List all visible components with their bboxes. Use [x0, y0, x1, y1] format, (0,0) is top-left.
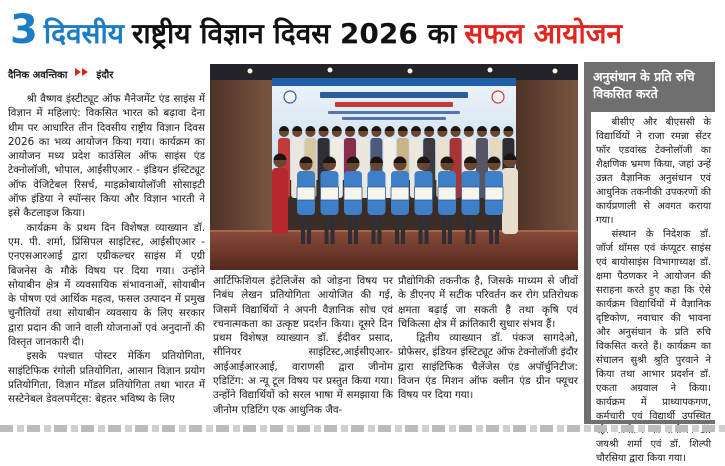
sidebar-box — [584, 62, 715, 464]
banner-logo — [284, 91, 296, 103]
group-photo — [210, 64, 578, 270]
student-leg — [395, 212, 399, 244]
headline — [10, 4, 710, 56]
student-leg — [378, 212, 382, 244]
certificate — [297, 187, 315, 200]
article-column-middle-left — [213, 274, 393, 424]
certificate — [321, 187, 339, 200]
group-photo-canvas — [210, 64, 578, 270]
certificate — [368, 187, 386, 200]
sidebar-body — [591, 112, 715, 464]
article-paragraph: इसके पश्चात पोस्टर मेकिंग प्रतियोगिता, साइंटिफिक रंगोली प्रतियोगिता, आसान विज्ञान प्रयोग प्रतियोगिता, विज्ञान मॉडल प्रतियोगिता तथा भारत में सस्टेनेबल डेवलपमेंट्स: बेहतर भविष्य के लिए — [8, 350, 205, 406]
article-column-left — [8, 92, 205, 424]
certificate — [462, 187, 480, 200]
student-leg — [331, 212, 335, 244]
student-leg — [425, 212, 429, 244]
student-leg — [372, 212, 376, 244]
article-paragraph: श्री वैष्णव इंस्टीट्यूट ऑफ मैनेजमेंट एंड साइंस में विज्ञान में महिलाएं: विकसित भारत को बढ़ावा देना थीम पर आधारित तीन दिवसीय राष्ट्रीय विज्ञान दिवस 2026 का भव्य आयोजन किया गया। कार्यक्रम का आयोजन मध्य प्रदेश काउंसिल ऑफ साइंस एंड टेक्नोलॉजी, भोपाल, आईसीएआर - इंडियन इंस्टिट्यूट ऑफ वेजिटेबल रिसर्च, माइक्रोबायोलॉजी सोसाइटी ऑफ इंडिया ने स्पॉन्सर किया और विज्ञान भारती ने इसे कैटलाइज किया। — [8, 93, 205, 220]
student-leg — [307, 212, 311, 244]
headline-lead: दिवसीय — [43, 17, 124, 50]
article-paragraph: आर्टिफिशियल इंटेलिजेंस को जोड़ना विषय पर निबंध लेखन प्रतियोगिता आयोजित की गई, जिसमें विद्यार्थियों ने अपनी वैज्ञानिक सोच एवं रचनात्मकता का उत्कृष्ट प्रदर्शन किया। दूसरे दिन प्रथम विशेषज्ञ व्याख्यान डॉ. ईदीवर प्रसाद, सीनियर साइंटिस्ट,आईसीएआर-आईआईआरआई, वाराणसी द्वारा जीनोम एडिटिंग: अ न्यू टूल विषय पर प्रस्तुत किया गया। उन्होंने विद्यार्थियों को सरल भाषा में समझाया कि जीनोम एडिटिंग एक आधुनिक जैव- — [213, 275, 393, 416]
student-leg — [354, 212, 358, 244]
article-paragraph: कार्यक्रम के प्रथम दिन विशेषज्ञ व्याख्यान डॉ. एम. पी. शर्मा, प्रिंसिपल साइंटिस्ट, आईसीएआर - एनएसआरआई द्वारा एग्रीकल्चर साइंस में एग्री बिजनेस के मौके विषय पर दिया गया। उन्होंने सोयाबीन क्षेत्र में व्यवसायिक संभावनाओं, सोयाबीन के पोषण एवं आर्थिक महत्व, फसल उत्पादन में प्रमुख चुनौतियों तथा सोयाबीन व्यवसाय के लिए सरकार द्वारा प्रदान की जाने वाली योजनाओं एवं अनुदानों की विस्तृत जानकारी दी। — [8, 221, 205, 349]
student-leg — [442, 212, 446, 244]
headline-number: 3 — [10, 7, 38, 53]
student-leg — [348, 212, 352, 244]
certificate — [415, 187, 433, 200]
headline-highlight: सफल आयोजन — [464, 17, 623, 50]
certificate — [391, 187, 409, 200]
article-paragraph: प्रौद्योगिकी तकनीक है, जिसके माध्यम से जीवों के डीएनए में सटीक परिवर्तन कर रोग प्रतिरोधक क्षमता बढ़ाई जा सकती है तथा कृषि एवं चिकित्सा क्षेत्र में क्रांतिकारी सुधार संभव हैं। — [398, 275, 578, 330]
byline-place: इंदौर — [96, 70, 114, 81]
student-leg — [472, 212, 476, 244]
banner-text-line — [335, 102, 453, 107]
student-leg — [401, 212, 405, 244]
certificate — [438, 187, 456, 200]
student-leg — [466, 212, 470, 244]
banner-logo — [492, 91, 504, 103]
certificate — [344, 187, 362, 200]
student-leg — [301, 212, 305, 244]
double-arrow-icon — [75, 66, 89, 82]
right-wall-panel — [516, 80, 578, 232]
sidebar-paragraph: बीसीए और बीएससी के विद्यार्थियों ने राजा रमन्ना सेंटर फॉर एडवांस्ड टेक्नोलॉजी का शैक्षणिक भ्रमण किया, जहां उन्हें उन्नत वैज्ञानिक अनुसंधान एवं आधुनिक तकनीकी उपकरणों की कार्यप्रणाली से अवगत कराया गया। — [596, 117, 711, 226]
headline-middle: राष्ट्रीय विज्ञान दिवस 2026 का — [131, 17, 457, 50]
article-paragraph: द्वितीय व्याख्यान डॉ. पंकज सागदेओ, प्रोफेसर, इंडियन इंस्टिट्यूट ऑफ टेक्नोलॉजी इंदौर द्वारा साइंटिफिक चैलेंजेस एंड अपॉर्चुनिटीज: विजन एंड मिशन ऑफ क्लीन एंड ग्रीन फ्यूचर विषय पर दिया गया। — [398, 332, 578, 402]
ceiling — [210, 64, 578, 80]
left-wall-panel — [210, 80, 272, 232]
stage-floor — [210, 230, 578, 270]
student-leg — [495, 212, 499, 244]
student-leg — [448, 212, 452, 244]
stage-edge — [210, 230, 578, 232]
student-leg — [325, 212, 329, 244]
banner-text-line — [342, 117, 446, 120]
banner-top-stripe — [272, 78, 516, 86]
certificate — [485, 187, 503, 200]
student-leg — [489, 212, 493, 244]
byline-source: दैनिक अवन्तिका — [8, 70, 68, 81]
student-leg — [419, 212, 423, 244]
sidebar-paragraph: संस्थान के निदेशक डॉ. जॉर्ज थॉमस एवं कंप्यूटर साइंस एवं बायोसाइंस विभागाध्यक्ष डॉ. क्षमा पैठणकर ने आयोजन की सराहना करते हुए कहा कि ऐसे कार्यक्रम विद्यार्थियों में वैज्ञानिक दृष्टिकोण, नवाचार की भावना और अनुसंधान के प्रति रुचि विकसित करते हैं। कार्यक्रम का संचालन सुश्री श्रुति पुरवाने ने किया तथा आभार प्रदर्शन डॉ. एकता अग्रवाल ने किया। कार्यक्रम में प्राध्यापकगण, कर्मचारी एवं विद्यार्थी उपस्थित जयश्री शर्मा एवं डॉ. शिल्पी चौरसिया द्वारा किया गया। — [596, 229, 711, 464]
banner-text-line — [328, 111, 460, 114]
byline — [8, 66, 204, 82]
person-body — [502, 168, 518, 234]
person-body — [272, 168, 288, 234]
sidebar-title: अनुसंधान के प्रति रुचि विकसित करते — [593, 69, 695, 101]
banner-text-line — [320, 92, 468, 98]
article-column-middle-right — [398, 274, 578, 424]
torn-edge-decoration — [0, 425, 725, 432]
